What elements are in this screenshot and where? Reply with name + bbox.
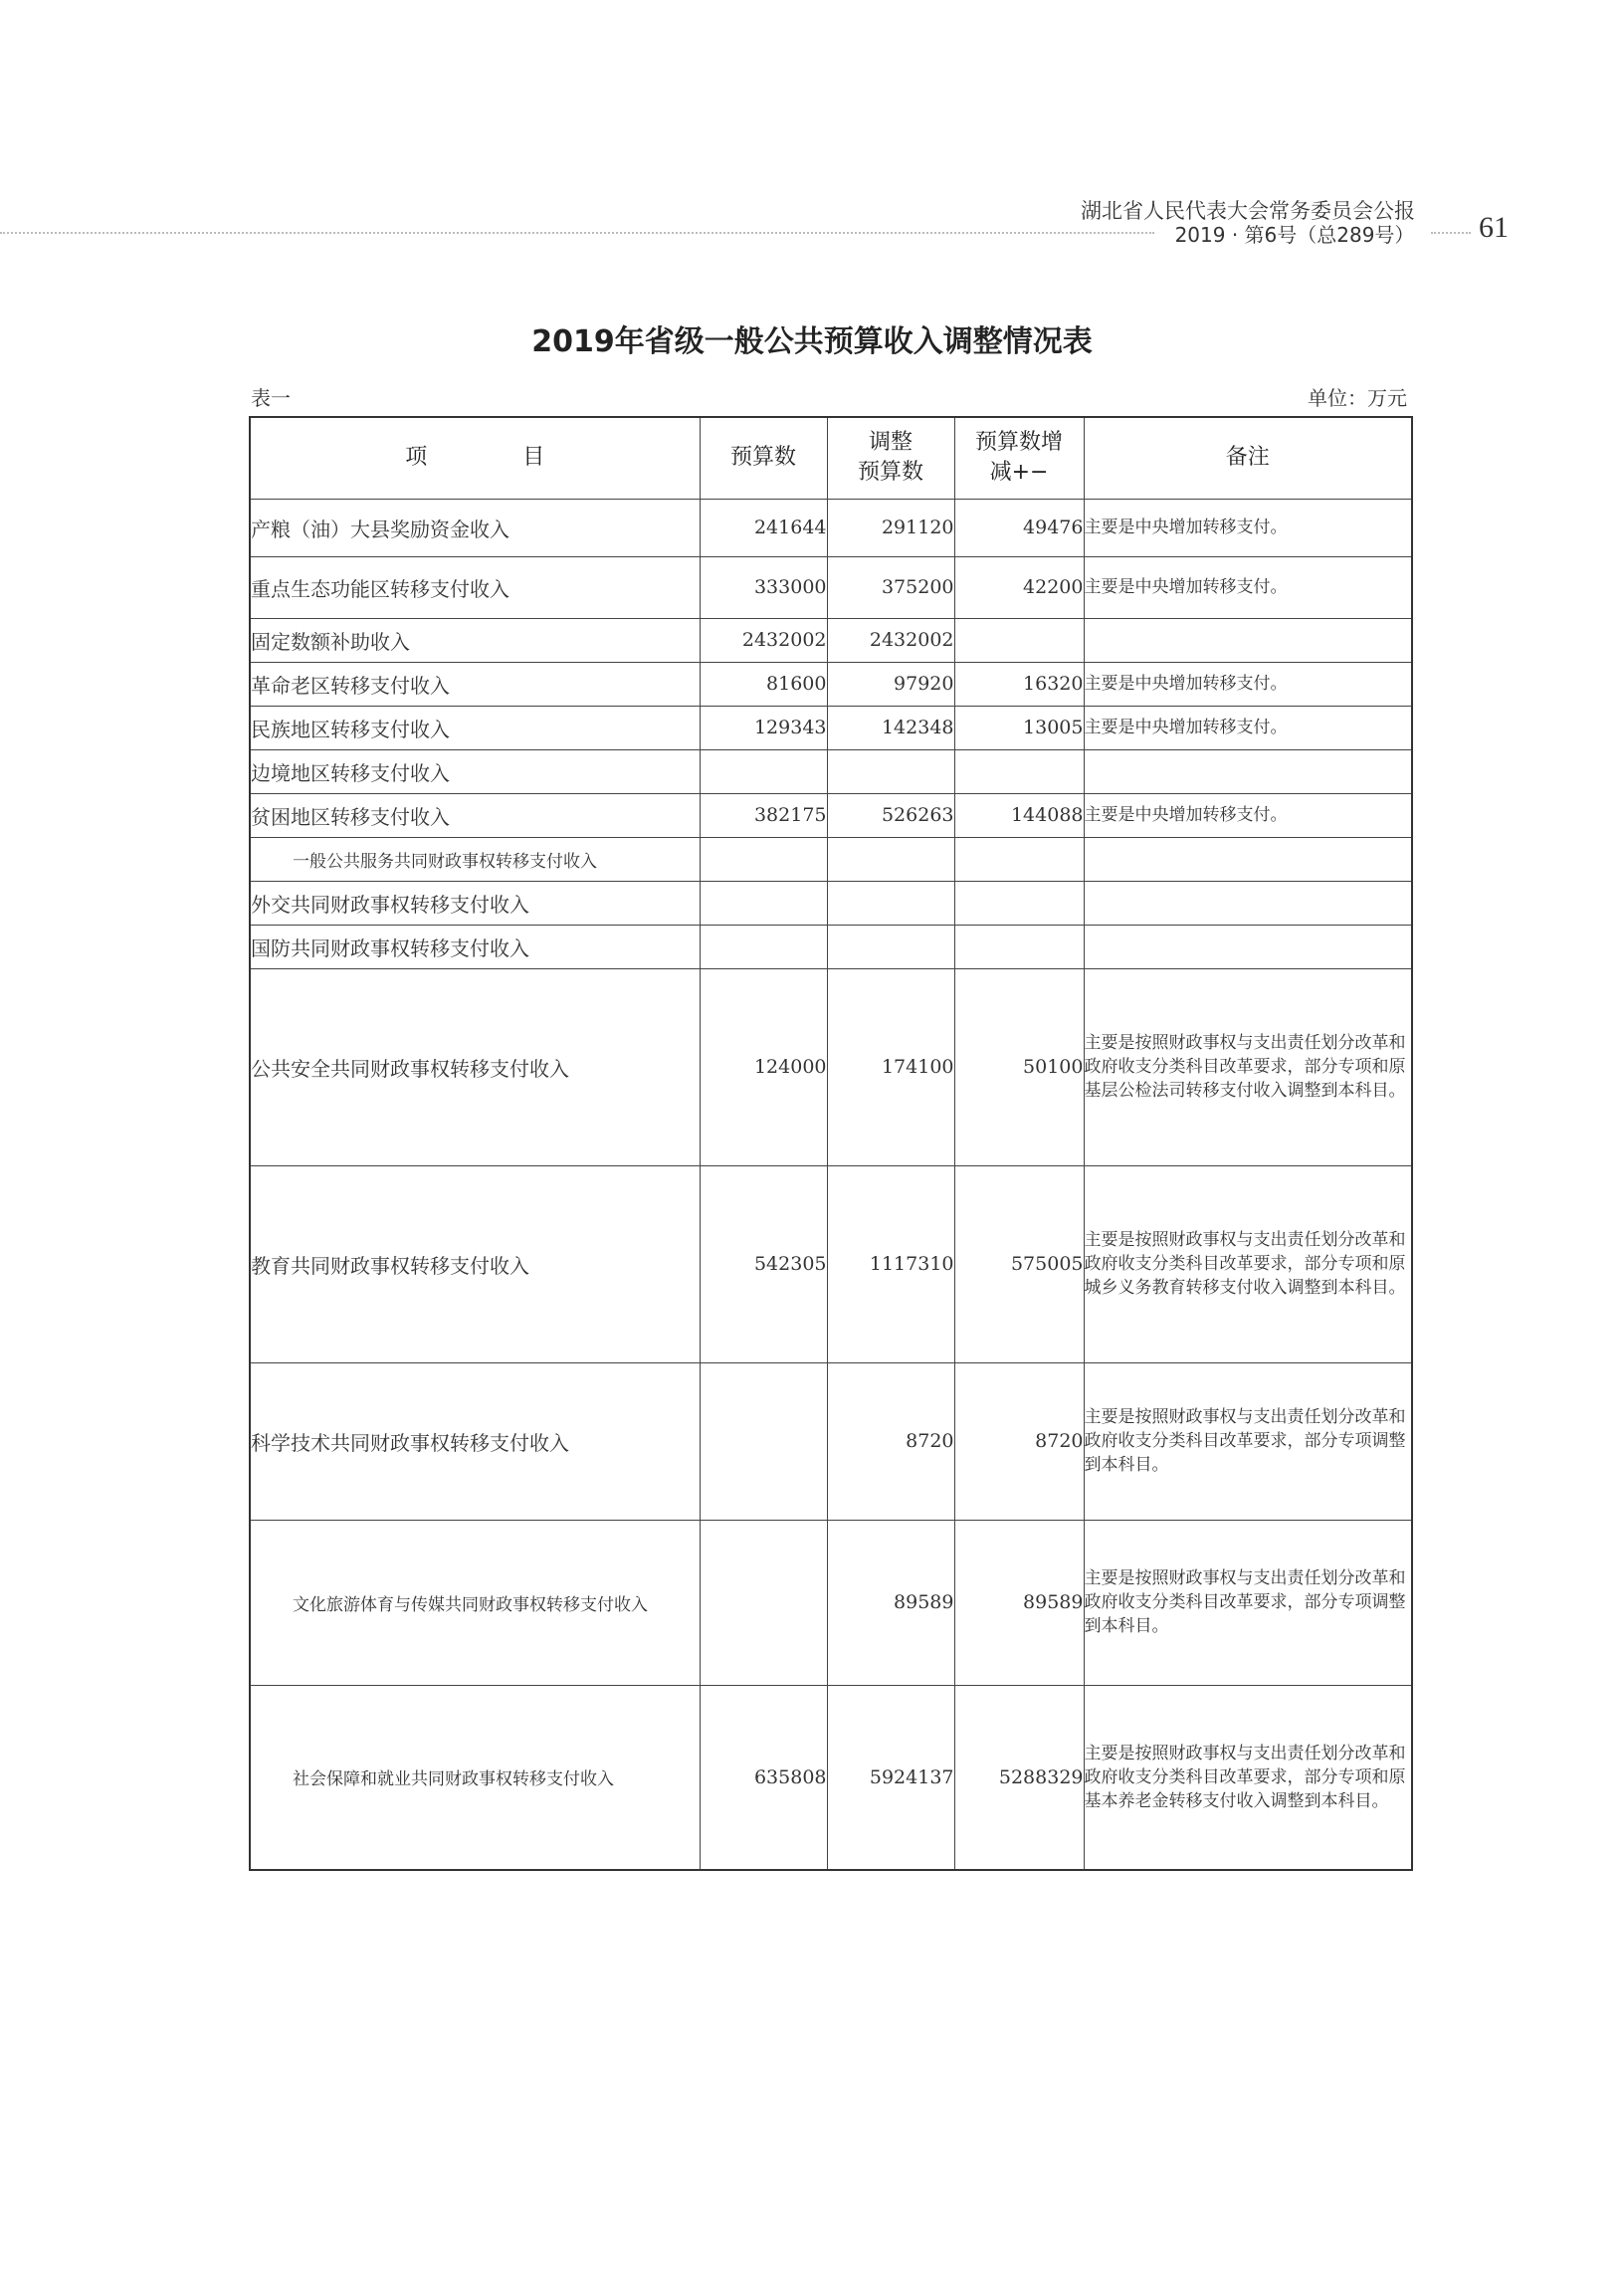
publication-name: 湖北省人民代表大会常务委员会公报 (1081, 199, 1415, 223)
row-note: 主要是中央增加转移支付。 (1084, 499, 1412, 556)
row-name: 一般公共服务共同财政事权转移支付收入 (250, 837, 700, 881)
row-name: 边境地区转移支付收入 (250, 749, 700, 793)
row-note (1084, 618, 1412, 662)
row-budget (700, 925, 827, 968)
row-name: 文化旅游体育与传媒共同财政事权转移支付收入 (250, 1520, 700, 1685)
row-adjusted: 526263 (827, 793, 954, 837)
row-note (1084, 925, 1412, 968)
row-adjusted (827, 925, 954, 968)
issue-number: 2019 · 第6号（总289号） (1174, 223, 1415, 247)
row-adjusted: 89589 (827, 1520, 954, 1685)
row-change: 8720 (954, 1362, 1084, 1520)
row-budget (700, 1520, 827, 1685)
unit-label: 单位：万元 (1308, 386, 1407, 410)
row-note: 主要是按照财政事权与支出责任划分改革和政府收支分类科目改革要求，部分专项调整到本科目。 (1084, 1362, 1412, 1520)
row-change: 5288329 (954, 1685, 1084, 1870)
row-note: 主要是中央增加转移支付。 (1084, 662, 1412, 706)
row-budget (700, 837, 827, 881)
row-name: 国防共同财政事权转移支付收入 (250, 925, 700, 968)
row-note: 主要是按照财政事权与支出责任划分改革和政府收支分类科目改革要求，部分专项调整到本科目。 (1084, 1520, 1412, 1685)
row-change (954, 837, 1084, 881)
row-name: 外交共同财政事权转移支付收入 (250, 881, 700, 925)
row-note: 主要是按照财政事权与支出责任划分改革和政府收支分类科目改革要求，部分专项和原城乡义务教育转移支付收入调整到本科目。 (1084, 1165, 1412, 1362)
row-change: 89589 (954, 1520, 1084, 1685)
row-name: 产粮（油）大县奖励资金收入 (250, 499, 700, 556)
row-adjusted: 1117310 (827, 1165, 954, 1362)
row-budget: 129343 (700, 706, 827, 749)
table-header-row (250, 417, 1412, 499)
col-header-change-line1: 预算数增 (974, 430, 1063, 456)
table-row (250, 749, 1412, 793)
budget-adjustment-table (249, 416, 1413, 1871)
row-budget: 2432002 (700, 618, 827, 662)
row-change: 144088 (954, 793, 1084, 837)
col-header-change-line2: 减+− (989, 460, 1049, 486)
table-row (250, 618, 1412, 662)
row-note (1084, 749, 1412, 793)
col-header-adjusted (827, 417, 954, 499)
row-adjusted: 142348 (827, 706, 954, 749)
table-row (250, 1165, 1412, 1362)
row-adjusted: 2432002 (827, 618, 954, 662)
row-note: 主要是中央增加转移支付。 (1084, 706, 1412, 749)
row-change: 16320 (954, 662, 1084, 706)
row-change: 50100 (954, 968, 1084, 1165)
col-header-note: 备注 (1084, 417, 1412, 499)
row-budget: 124000 (700, 968, 827, 1165)
row-adjusted: 375200 (827, 556, 954, 618)
row-adjusted: 174100 (827, 968, 954, 1165)
table-row (250, 662, 1412, 706)
row-change: 49476 (954, 499, 1084, 556)
row-adjusted: 5924137 (827, 1685, 954, 1870)
row-name: 重点生态功能区转移支付收入 (250, 556, 700, 618)
row-note: 主要是中央增加转移支付。 (1084, 556, 1412, 618)
table-row (250, 793, 1412, 837)
row-adjusted (827, 749, 954, 793)
document-title: 2019年省级一般公共预算收入调整情况表 (531, 324, 1093, 359)
row-change (954, 925, 1084, 968)
row-name: 科学技术共同财政事权转移支付收入 (250, 1362, 700, 1520)
header-rule (0, 232, 1154, 234)
col-header-adjusted-line1: 调整 (868, 430, 913, 456)
row-adjusted: 8720 (827, 1362, 954, 1520)
col-header-budget: 预算数 (700, 417, 827, 499)
row-name: 固定数额补助收入 (250, 618, 700, 662)
table-row (250, 706, 1412, 749)
row-note: 主要是中央增加转移支付。 (1084, 793, 1412, 837)
row-name: 民族地区转移支付收入 (250, 706, 700, 749)
row-note: 主要是按照财政事权与支出责任划分改革和政府收支分类科目改革要求，部分专项和原基层公检法司转移支付收入调整到本科目。 (1084, 968, 1412, 1165)
row-change: 575005 (954, 1165, 1084, 1362)
col-header-change (954, 417, 1084, 499)
row-budget: 542305 (700, 1165, 827, 1362)
table-row (250, 499, 1412, 556)
col-header-adjusted-line2: 预算数 (857, 460, 923, 486)
row-change: 13005 (954, 706, 1084, 749)
row-adjusted: 97920 (827, 662, 954, 706)
table-label: 表一 (251, 386, 291, 410)
row-budget: 241644 (700, 499, 827, 556)
row-name: 社会保障和就业共同财政事权转移支付收入 (250, 1685, 700, 1870)
row-name: 革命老区转移支付收入 (250, 662, 700, 706)
table-row (250, 837, 1412, 881)
page-number: 61 (1479, 211, 1509, 244)
row-budget: 81600 (700, 662, 827, 706)
row-adjusted (827, 837, 954, 881)
row-budget: 333000 (700, 556, 827, 618)
row-change: 42200 (954, 556, 1084, 618)
row-note (1084, 837, 1412, 881)
row-name: 公共安全共同财政事权转移支付收入 (250, 968, 700, 1165)
row-budget: 382175 (700, 793, 827, 837)
row-adjusted: 291120 (827, 499, 954, 556)
table-row (250, 1685, 1412, 1870)
row-name: 教育共同财政事权转移支付收入 (250, 1165, 700, 1362)
row-name: 贫困地区转移支付收入 (250, 793, 700, 837)
row-change (954, 618, 1084, 662)
table-row (250, 968, 1412, 1165)
row-budget (700, 749, 827, 793)
table-row (250, 1520, 1412, 1685)
row-note (1084, 881, 1412, 925)
row-budget: 635808 (700, 1685, 827, 1870)
row-change (954, 749, 1084, 793)
row-change (954, 881, 1084, 925)
row-note: 主要是按照财政事权与支出责任划分改革和政府收支分类科目改革要求，部分专项和原基本养老金转移支付收入调整到本科目。 (1084, 1685, 1412, 1870)
col-header-item: 项目 (250, 417, 700, 499)
row-adjusted (827, 881, 954, 925)
row-budget (700, 1362, 827, 1520)
row-budget (700, 881, 827, 925)
header-rule-right (1431, 232, 1471, 234)
table-row (250, 881, 1412, 925)
table-row (250, 925, 1412, 968)
table-row (250, 1362, 1412, 1520)
table-row (250, 556, 1412, 618)
